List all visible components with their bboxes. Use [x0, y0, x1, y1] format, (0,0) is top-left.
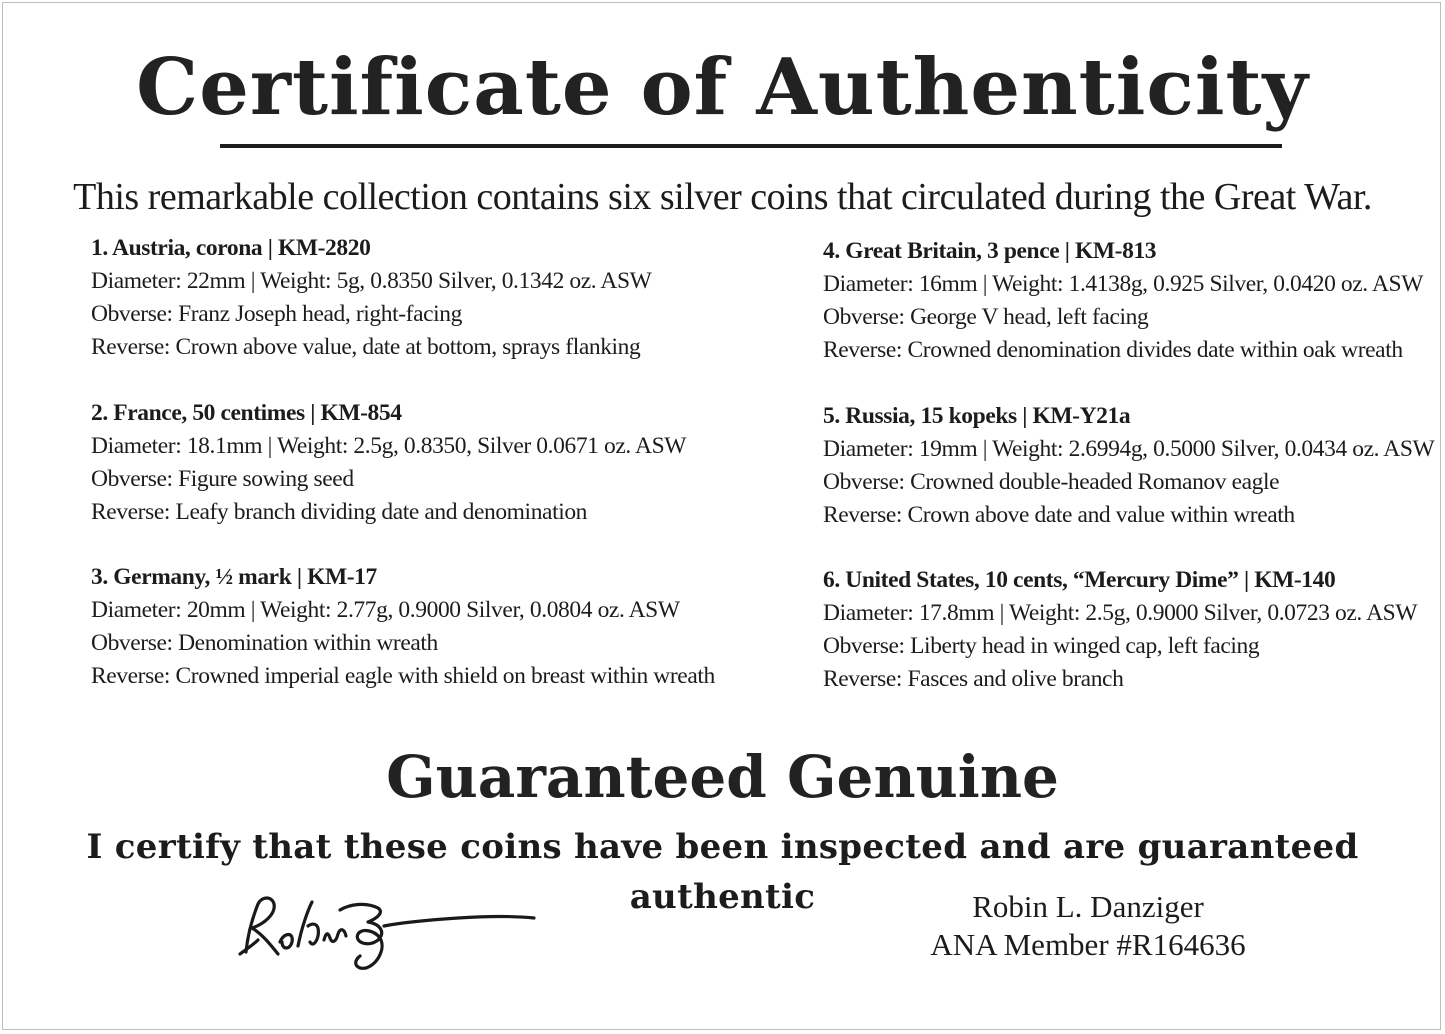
coin-reverse: Reverse: Crown above date and value within wreath — [823, 502, 1295, 528]
coin-obverse: Obverse: Liberty head in winged cap, left facing — [823, 633, 1260, 659]
coin-heading: 6. United States, 10 cents, “Mercury Dime” | KM-140 — [823, 567, 1336, 593]
coin-obverse: Obverse: Crowned double-headed Romanov eagle — [823, 469, 1280, 495]
handwritten-signature — [228, 882, 548, 982]
coin-obverse: Obverse: Franz Joseph head, right-facing — [91, 301, 462, 327]
coin-specs: Diameter: 16mm | Weight: 1.4138g, 0.925 Silver, 0.0420 oz. ASW — [823, 271, 1423, 297]
certification-statement: I certify that these coins have been inspected and are guaranteed authentic — [86, 827, 1359, 917]
coin-obverse: Obverse: Denomination within wreath — [91, 630, 438, 656]
signer-name: Robin L. Danziger — [972, 889, 1204, 924]
collection-description: This remarkable collection contains six silver coins that circulated during the Great War. — [73, 176, 1372, 218]
coin-specs: Diameter: 17.8mm | Weight: 2.5g, 0.9000 Silver, 0.0723 oz. ASW — [823, 600, 1418, 626]
title-underline — [220, 144, 1282, 148]
coin-heading: 1. Austria, corona | KM-2820 — [91, 235, 371, 261]
coin-reverse: Reverse: Leafy branch dividing date and denomination — [91, 499, 588, 525]
coin-entry-france — [91, 397, 686, 529]
coin-reverse: Reverse: Fasces and olive branch — [823, 666, 1124, 692]
coin-heading: 5. Russia, 15 kopeks | KM-Y21a — [823, 403, 1131, 429]
guarantee-heading: Guaranteed Genuine — [386, 743, 1059, 811]
coin-obverse: Obverse: Figure sowing seed — [91, 466, 354, 492]
coin-reverse: Reverse: Crowned denomination divides date within oak wreath — [823, 337, 1403, 363]
coin-specs: Diameter: 19mm | Weight: 2.6994g, 0.5000 Silver, 0.0434 oz. ASW — [823, 436, 1435, 462]
coin-entry-united-states — [823, 564, 1417, 696]
coin-heading: 4. Great Britain, 3 pence | KM-813 — [823, 238, 1157, 264]
coin-entry-great-britain — [823, 235, 1423, 367]
coin-reverse: Reverse: Crowned imperial eagle with shield on breast within wreath — [91, 663, 715, 689]
coin-specs: Diameter: 20mm | Weight: 2.77g, 0.9000 Silver, 0.0804 oz. ASW — [91, 597, 680, 623]
coin-entry-austria — [91, 232, 651, 364]
coin-entry-russia — [823, 400, 1434, 532]
signer-block — [920, 888, 1256, 964]
ana-membership-number: ANA Member #R164636 — [930, 927, 1246, 962]
coin-specs: Diameter: 18.1mm | Weight: 2.5g, 0.8350, Silver 0.0671 oz. ASW — [91, 433, 687, 459]
coin-reverse: Reverse: Crown above value, date at bottom, sprays flanking — [91, 334, 641, 360]
certificate-title: Certificate of Authenticity — [136, 42, 1309, 133]
coin-heading: 2. France, 50 centimes | KM-854 — [91, 400, 402, 426]
coin-heading: 3. Germany, ½ mark | KM-17 — [91, 564, 377, 590]
coin-specs: Diameter: 22mm | Weight: 5g, 0.8350 Silver, 0.1342 oz. ASW — [91, 268, 652, 294]
coin-obverse: Obverse: George V head, left facing — [823, 304, 1149, 330]
coin-entry-germany — [91, 561, 715, 693]
